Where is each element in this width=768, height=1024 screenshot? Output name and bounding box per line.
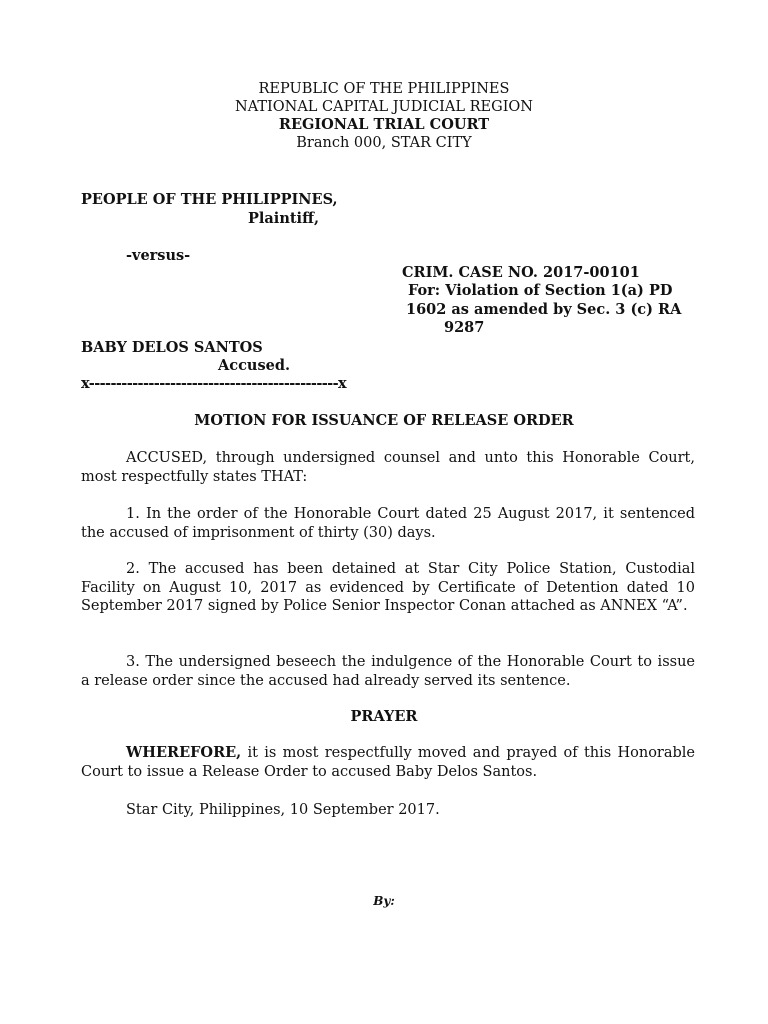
prayer-body: it is most respectfully moved and prayed of this Honorable Court to issue a Release Order to accused Baby Delos Santos.: [81, 745, 695, 780]
plaintiff-role: Plaintiff,: [248, 210, 320, 227]
paragraph-2: 2. The accused has been detained at Star City Police Station, Custodial Facility on August 10, 2017 as evidenced by Certificate of Detention dated 10 September 2017 signed by Police Senior Inspector Conan attached as ANNEX “A”.: [81, 561, 695, 614]
versus-label: -versus-: [126, 247, 191, 264]
intro-paragraph: ACCUSED, through undersigned counsel and unto this Honorable Court, most respectfully states THAT:: [81, 450, 695, 485]
paragraph-1: 1. In the order of the Honorable Court dated 25 August 2017, it sentenced the accused of imprisonment of thirty (30) days.: [81, 506, 695, 541]
prayer-heading: PRAYER: [350, 708, 418, 725]
paragraph-3: 3. The undersigned beseech the indulgence of the Honorable Court to issue a release order since the accused had already served its sentence.: [81, 654, 695, 689]
case-violation-line-2: 1602 as amended by Sec. 3 (c) RA: [406, 301, 682, 318]
accused-role: Accused.: [218, 357, 291, 374]
header-court: REGIONAL TRIAL COURT: [278, 116, 490, 133]
motion-title: MOTION FOR ISSUANCE OF RELEASE ORDER: [194, 412, 574, 429]
case-violation-line-3: 9287: [444, 319, 485, 336]
plaintiff-name: PEOPLE OF THE PHILIPPINES,: [81, 191, 338, 208]
accused-name: BABY DELOS SANTOS: [81, 339, 263, 356]
place-date: Star City, Philippines, 10 September 2017.: [126, 802, 440, 818]
by-label: By:: [373, 894, 395, 908]
case-number: CRIM. CASE NO. 2017-00101: [402, 264, 640, 281]
case-violation-line-1: For: Violation of Section 1(a) PD: [408, 282, 673, 299]
header-branch: Branch 000, STAR CITY: [296, 135, 472, 151]
header-region: NATIONAL CAPITAL JUDICIAL REGION: [235, 99, 533, 115]
prayer-paragraph: [81, 744, 695, 781]
prayer-lead: WHEREFORE,: [126, 744, 242, 761]
caption-separator: x----------------------------------------------x: [81, 375, 347, 392]
header-republic: REPUBLIC OF THE PHILIPPINES: [258, 81, 510, 97]
